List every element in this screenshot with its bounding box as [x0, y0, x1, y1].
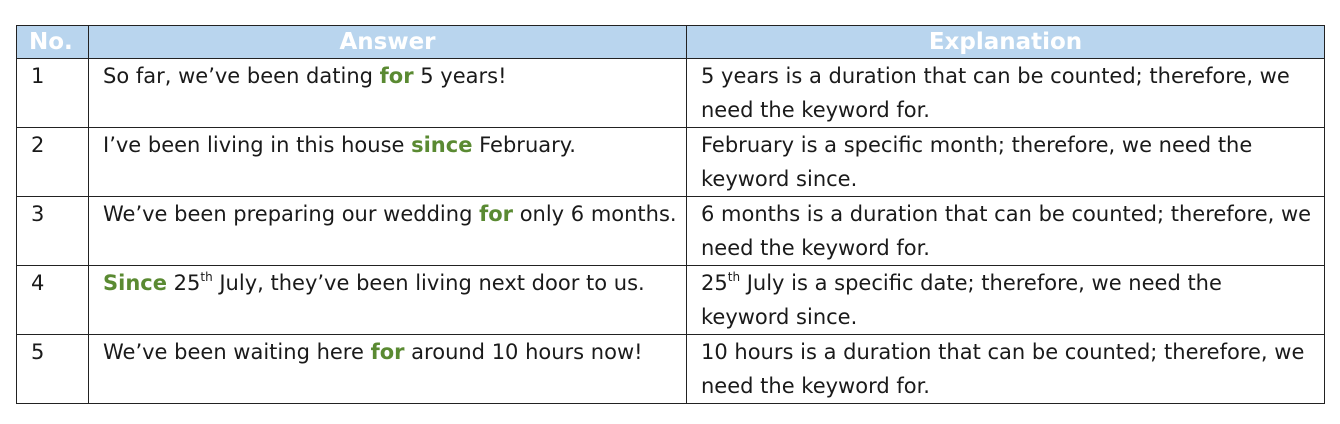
explanation-text: 10 hours is a duration that can be counted; therefore, we need the keyword for.	[701, 340, 1305, 398]
answer-text: We’ve been waiting here	[103, 340, 371, 364]
explanation-cell	[687, 128, 1325, 197]
keyword: for	[370, 340, 405, 364]
ordinal-suffix: th	[200, 270, 213, 284]
table-row	[17, 197, 1325, 266]
explanation-text: 25	[701, 271, 728, 295]
keyword: Since	[103, 271, 167, 295]
answer-cell	[89, 266, 687, 335]
answer-text: So far, we’ve been dating	[103, 64, 380, 88]
header-no: No.	[17, 26, 89, 59]
explanation-text: February is a specific month; therefore, we need the keyword since.	[701, 133, 1253, 191]
explanation-text: 5 years is a duration that can be counted; therefore, we need the keyword for.	[701, 64, 1290, 122]
answer-text: I’ve been living in this house	[103, 133, 412, 157]
keyword: for	[379, 64, 414, 88]
answer-cell	[89, 335, 687, 404]
keyword: since	[411, 133, 473, 157]
table-row	[17, 59, 1325, 128]
answer-text: July, they’ve been living next door to us.	[212, 271, 645, 295]
answer-text: 25	[166, 271, 201, 295]
explanation-cell	[687, 335, 1325, 404]
row-number: 4	[17, 266, 89, 335]
answer-cell	[89, 59, 687, 128]
explanation-cell	[687, 197, 1325, 266]
explanation-cell	[687, 59, 1325, 128]
answer-text: 5 years!	[413, 64, 507, 88]
answers-table	[16, 25, 1325, 404]
answer-text: around 10 hours now!	[404, 340, 643, 364]
answer-cell	[89, 128, 687, 197]
table-row	[17, 335, 1325, 404]
explanation-text: July is a specific date; therefore, we need the keyword since.	[701, 271, 1222, 329]
header-explanation: Explanation	[687, 26, 1325, 59]
answer-text: February.	[472, 133, 576, 157]
keyword: for	[479, 202, 514, 226]
explanation-text: 6 months is a duration that can be counted; therefore, we need the keyword for.	[701, 202, 1312, 260]
answer-text: We’ve been preparing our wedding	[103, 202, 480, 226]
table-header-row	[17, 26, 1325, 59]
table-row	[17, 128, 1325, 197]
row-number: 1	[17, 59, 89, 128]
ordinal-suffix: th	[727, 270, 741, 284]
row-number: 3	[17, 197, 89, 266]
header-answer: Answer	[89, 26, 687, 59]
answer-text: only 6 months.	[513, 202, 677, 226]
table-row	[17, 266, 1325, 335]
row-number: 2	[17, 128, 89, 197]
row-number: 5	[17, 335, 89, 404]
answer-cell	[89, 197, 687, 266]
explanation-cell	[687, 266, 1325, 335]
